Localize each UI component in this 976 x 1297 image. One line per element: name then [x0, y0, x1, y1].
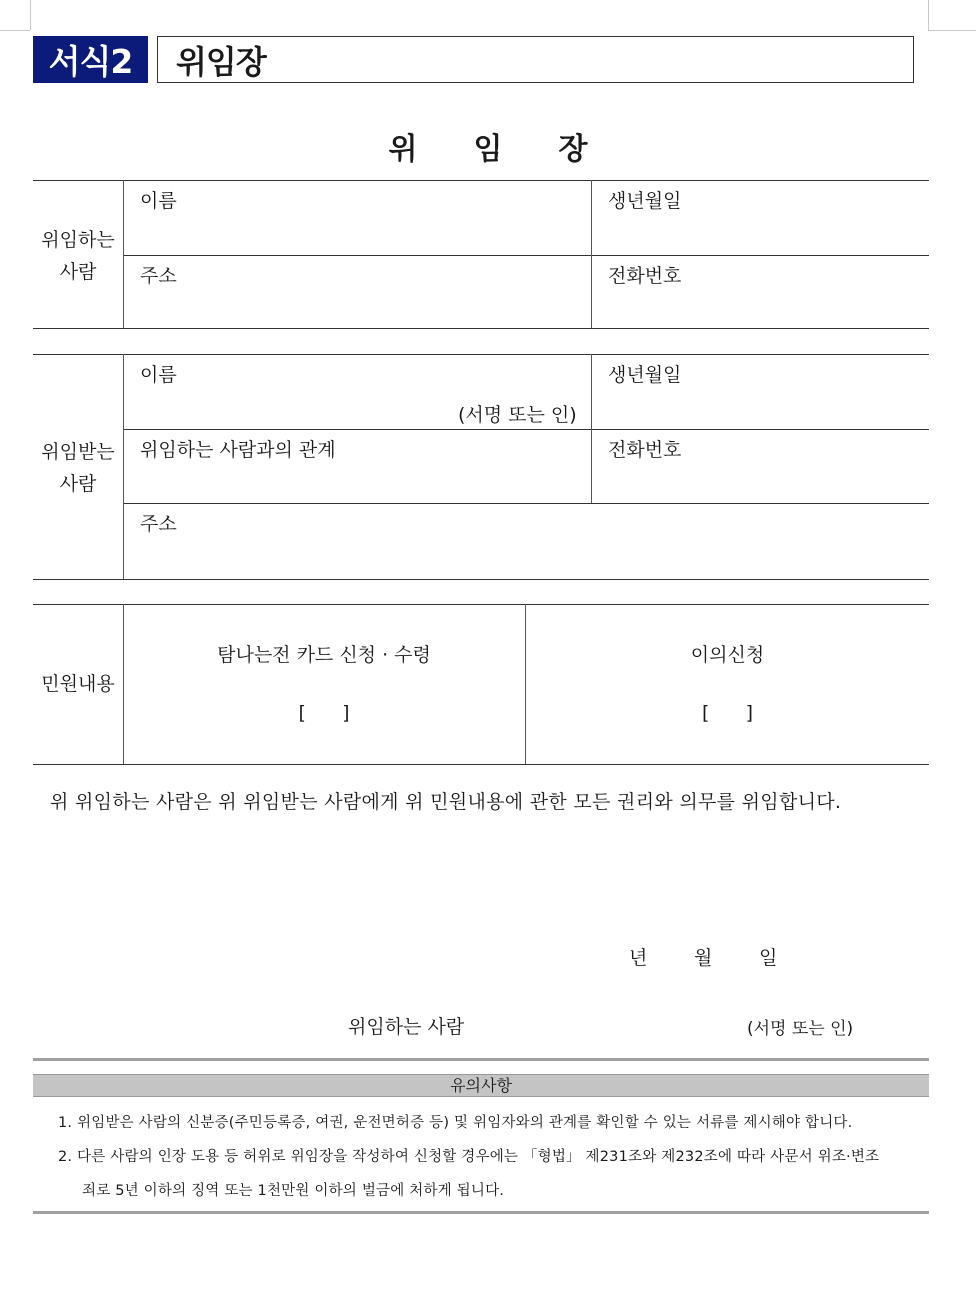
delegate-relation-label: 위임하는 사람과의 관계: [140, 439, 336, 461]
date-month-label: 월: [694, 947, 713, 969]
delegator-name-label: 이름: [140, 190, 177, 212]
form-title-box: [157, 36, 914, 83]
petition-option-objection: 이의신청: [690, 644, 765, 666]
notice-bottom-rule: [33, 1211, 929, 1214]
crop-mark: [928, 0, 929, 30]
date-year-label: 년: [629, 947, 648, 969]
delegator-address-label: 주소: [140, 265, 177, 287]
delegate-label: 위임받는 사람: [41, 441, 115, 495]
crop-mark: [928, 30, 976, 31]
table-border: [33, 764, 929, 765]
date-day-label: 일: [759, 947, 778, 969]
petition-label: 민원내용: [41, 673, 115, 695]
notice-item-continued: 죄로 5년 이하의 징역 또는 1천만원 이하의 벌금에 처하게 됩니다.: [82, 1183, 505, 1199]
petition-option-card: 탐나는전 카드 신청 · 수령: [217, 644, 431, 666]
table-divider: [123, 503, 929, 504]
table-border: [33, 180, 929, 181]
delegate-birth-label: 생년월일: [608, 364, 682, 386]
table-divider: [591, 180, 592, 328]
delegate-phone-label: 전화번호: [608, 439, 682, 461]
table-border: [33, 579, 929, 580]
delegate-name-label: 이름: [140, 364, 177, 386]
petition-option-objection-checkbox[interactable]: [ ]: [701, 702, 754, 724]
notice-item: 2. 다른 사람의 인장 도용 등 허위로 위임장을 작성하여 신청할 경우에는 「형법」 제231조와 제232조에 따라 사문서 위조·변조: [58, 1149, 880, 1165]
delegator-phone-label: 전화번호: [608, 265, 682, 287]
table-border: [33, 328, 929, 329]
table-divider: [123, 354, 124, 579]
table-divider: [123, 255, 929, 256]
table-border: [33, 354, 929, 355]
signer-label: 위임하는 사람: [348, 1016, 465, 1038]
table-border: [33, 604, 929, 605]
notice-top-rule: [33, 1058, 929, 1061]
form-title: 위임장: [176, 42, 266, 81]
crop-mark: [0, 30, 30, 31]
table-divider: [123, 604, 124, 764]
delegation-statement: 위 위임하는 사람은 위 위임받는 사람에게 위 민원내용에 관한 모든 권리와 의무를 위임합니다.: [50, 791, 842, 813]
notice-title: 유의사항: [33, 1074, 929, 1097]
table-divider: [525, 604, 526, 764]
delegator-label: 위임하는 사람: [41, 229, 115, 283]
table-divider: [123, 180, 124, 328]
form-number-badge: 서식2: [33, 36, 148, 83]
table-divider: [123, 429, 929, 430]
document-title: 위임장: [388, 132, 644, 167]
delegator-birth-label: 생년월일: [608, 190, 682, 212]
delegate-address-label: 주소: [140, 513, 177, 535]
signer-signature-hint: (서명 또는 인): [747, 1019, 854, 1039]
table-divider: [591, 354, 592, 503]
petition-option-card-checkbox[interactable]: [ ]: [298, 702, 350, 724]
crop-mark: [30, 0, 31, 30]
notice-item: 1. 위임받은 사람의 신분증(주민등록증, 여권, 운전면허증 등) 및 위임자와의 관계를 확인할 수 있는 서류를 제시해야 합니다.: [58, 1115, 853, 1131]
delegate-signature-hint: (서명 또는 인): [458, 404, 577, 426]
